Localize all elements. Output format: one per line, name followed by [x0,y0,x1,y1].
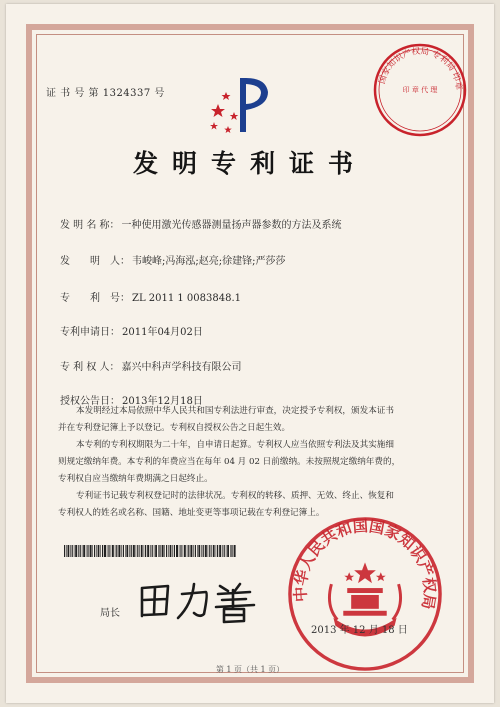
field-label: 专 利 权 人： [60,362,120,373]
field-patentee [60,358,242,373]
field-patent-number [60,289,241,304]
field-value: 一种使用激光传感器测量扬声器参数的方法及系统 [121,220,342,231]
field-label: 发 明 人： [60,256,130,267]
certificate-title: 发明专利证书 [132,149,367,178]
seal-center-text: 印 章 代 理 [402,86,438,94]
seal-arc-text: 中华人民共和国国家知识产权局 [291,517,439,611]
director-label: 局长 [100,608,120,619]
seal-arc-text: 国家知识产权局 专利局 印章 [377,46,464,91]
barcode [64,545,236,557]
seal-date: 2013 年 12 月 18 日 [311,625,408,636]
field-label: 授权公告日： [60,396,120,407]
body-paragraph-line: 专利证书记载专利权登记时的法律状况。专利权的转移、质押、无效、终止、恢复和 [76,491,394,501]
page-number: 第 1 页（共 1 页） [215,665,285,674]
body-paragraph-line: 专利权自应当缴纳年费期满之日起终止。 [58,474,213,484]
field-value: 2013年12月18日 [122,396,203,407]
field-inventors [60,252,285,267]
body-paragraph-line: 并在专利登记簿上予以登记。专利权自授权公告之日起生效。 [58,423,291,433]
field-label: 专利申请日： [60,327,120,338]
field-invention-name [60,216,342,231]
office-seal-stamp [370,40,470,140]
body-paragraph-line: 则规定缴纳年费。本专利的年费应当在每年 04 月 02 日前缴纳。未按照规定缴纳年费的， [58,457,401,467]
body-paragraph-line: 专利权人的姓名或名称、国籍、地址变更等事项记载在专利登记簿上。 [58,508,325,518]
field-application-date [60,323,203,338]
patent-office-logo [206,70,276,140]
director-signature [136,578,266,624]
field-value: 韦峻峰;冯海泓;赵亮;徐建锋;严莎莎 [132,256,286,267]
field-value: 嘉兴中科声学科技有限公司 [121,362,242,373]
body-paragraph-line: 本专利的专利权期限为二十年，自申请日起算。专利权人应当依照专利法及其实施细 [76,440,394,450]
national-ip-office-seal [286,515,444,673]
body-paragraph-line: 本发明经过本局依照中华人民共和国专利法进行审查，决定授予专利权，颁发本证书 [76,406,394,416]
field-label: 发 明 名 称： [60,220,120,231]
certificate-number: 证 书 号 第 1324337 号 [46,88,165,99]
field-label: 专 利 号： [60,293,130,304]
field-value: ZL 2011 1 0083848.1 [132,293,242,304]
field-value: 2011年04月02日 [122,327,203,338]
